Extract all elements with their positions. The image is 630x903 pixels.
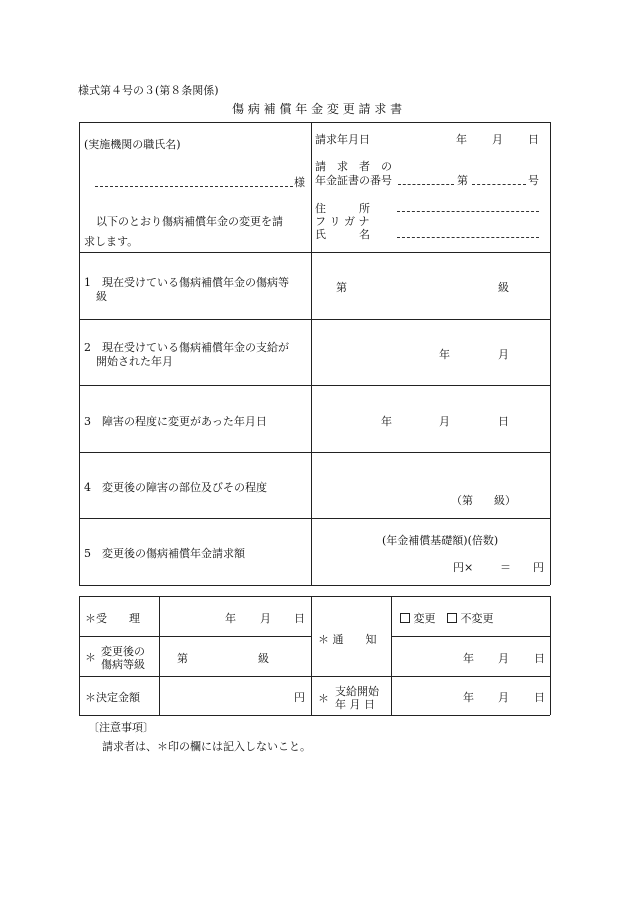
start-year: 年 bbox=[463, 691, 474, 704]
row5-basis-label: (年金補償基礎額)(倍数) bbox=[382, 534, 499, 547]
grade-label-line2: 傷病等級 bbox=[101, 658, 145, 671]
form-title: 傷 病 補 償 年 金 変 更 請 求 書 bbox=[232, 102, 403, 116]
certificate-go: 号 bbox=[528, 174, 539, 187]
address-line[interactable] bbox=[397, 211, 539, 212]
org-official-label: (実施機関の職氏名) bbox=[84, 138, 181, 151]
request-date-day[interactable]: 日 bbox=[528, 133, 539, 146]
official-name-line[interactable] bbox=[95, 186, 293, 187]
form-number: 様式第４号の３(第８条関係) bbox=[78, 84, 219, 97]
row1-dai[interactable]: 第 bbox=[336, 281, 347, 294]
row5-yen[interactable]: 円 bbox=[533, 561, 544, 574]
notice-label: ＊ 通 知 bbox=[318, 633, 377, 646]
start-day: 日 bbox=[534, 691, 545, 704]
request-date-year[interactable]: 年 bbox=[456, 133, 467, 146]
certificate-number-line-a[interactable] bbox=[398, 184, 454, 185]
row5-yen-times[interactable]: 円× bbox=[453, 561, 474, 574]
certificate-number-line-b[interactable] bbox=[472, 184, 526, 185]
receipt-label: ＊受 理 bbox=[85, 612, 140, 625]
row2-year[interactable]: 年 bbox=[439, 348, 450, 361]
notes-body: 請求者は、＊印の欄には記入しないこと。 bbox=[102, 740, 311, 753]
request-text-line2: 求します。 bbox=[84, 235, 139, 248]
change-label: 変更 bbox=[413, 612, 436, 625]
start-asterisk: ＊ bbox=[318, 692, 329, 705]
row5-equals: ＝ bbox=[500, 561, 511, 574]
grade-kyu: 級 bbox=[258, 652, 269, 665]
no-change-checkbox bbox=[447, 613, 457, 623]
change-checkbox bbox=[400, 613, 410, 623]
certificate-dai: 第 bbox=[457, 174, 468, 187]
grade-label-line1: 変更後の bbox=[101, 645, 145, 658]
notes-heading: 〔注意事項〕 bbox=[88, 721, 154, 734]
receipt-day: 日 bbox=[294, 612, 305, 625]
no-change-label: 不変更 bbox=[460, 612, 494, 625]
row1-kyu[interactable]: 級 bbox=[498, 281, 509, 294]
row4-label: 4 変更後の障害の部位及びその程度 bbox=[84, 481, 267, 494]
row5-label: 5 変更後の傷病補償年金請求額 bbox=[84, 547, 245, 560]
row4-paren-kyu[interactable]: 級） bbox=[494, 494, 516, 507]
request-text-line1: 以下のとおり傷病補償年金の変更を請 bbox=[96, 215, 283, 228]
row3-month[interactable]: 月 bbox=[439, 415, 450, 428]
decision-amount-label: ＊決定金額 bbox=[85, 691, 140, 704]
honorific: 様 bbox=[294, 176, 305, 189]
notice-day: 日 bbox=[534, 652, 545, 665]
start-label-line2: 年 月 日 bbox=[335, 698, 375, 711]
name-line[interactable] bbox=[397, 237, 539, 238]
request-date-month[interactable]: 月 bbox=[492, 133, 503, 146]
row3-day[interactable]: 日 bbox=[498, 415, 509, 428]
row2-month[interactable]: 月 bbox=[498, 348, 509, 361]
row1-label-line2: 級 bbox=[96, 290, 107, 303]
row1-label-line1: 1 現在受けている傷病補償年金の傷病等 bbox=[84, 276, 289, 289]
grade-dai: 第 bbox=[177, 652, 188, 665]
request-date-label: 請求年月日 bbox=[315, 133, 370, 146]
claimant-label-line2: 年金証書の番号 bbox=[315, 174, 392, 187]
row4-paren-dai: （第 bbox=[451, 494, 473, 507]
change-option bbox=[400, 610, 494, 626]
furigana-label: フ リ ガ ナ bbox=[315, 215, 370, 228]
claimant-label-line1: 請 求 者 の bbox=[315, 160, 392, 173]
row3-year[interactable]: 年 bbox=[381, 415, 392, 428]
start-label-line1: 支給開始 bbox=[335, 685, 379, 698]
receipt-month: 月 bbox=[260, 612, 271, 625]
grade-asterisk: ＊ bbox=[85, 651, 96, 664]
start-month: 月 bbox=[498, 691, 509, 704]
name-label: 氏 名 bbox=[315, 228, 370, 241]
row2-label-line2: 開始された年月 bbox=[96, 355, 173, 368]
decision-amount-yen: 円 bbox=[294, 691, 305, 704]
receipt-year: 年 bbox=[225, 612, 236, 625]
address-label: 住 所 bbox=[315, 202, 370, 215]
notice-month: 月 bbox=[498, 652, 509, 665]
notice-year: 年 bbox=[463, 652, 474, 665]
row3-label: 3 障害の程度に変更があった年月日 bbox=[84, 415, 267, 428]
row2-label-line1: 2 現在受けている傷病補償年金の支給が bbox=[84, 341, 289, 354]
